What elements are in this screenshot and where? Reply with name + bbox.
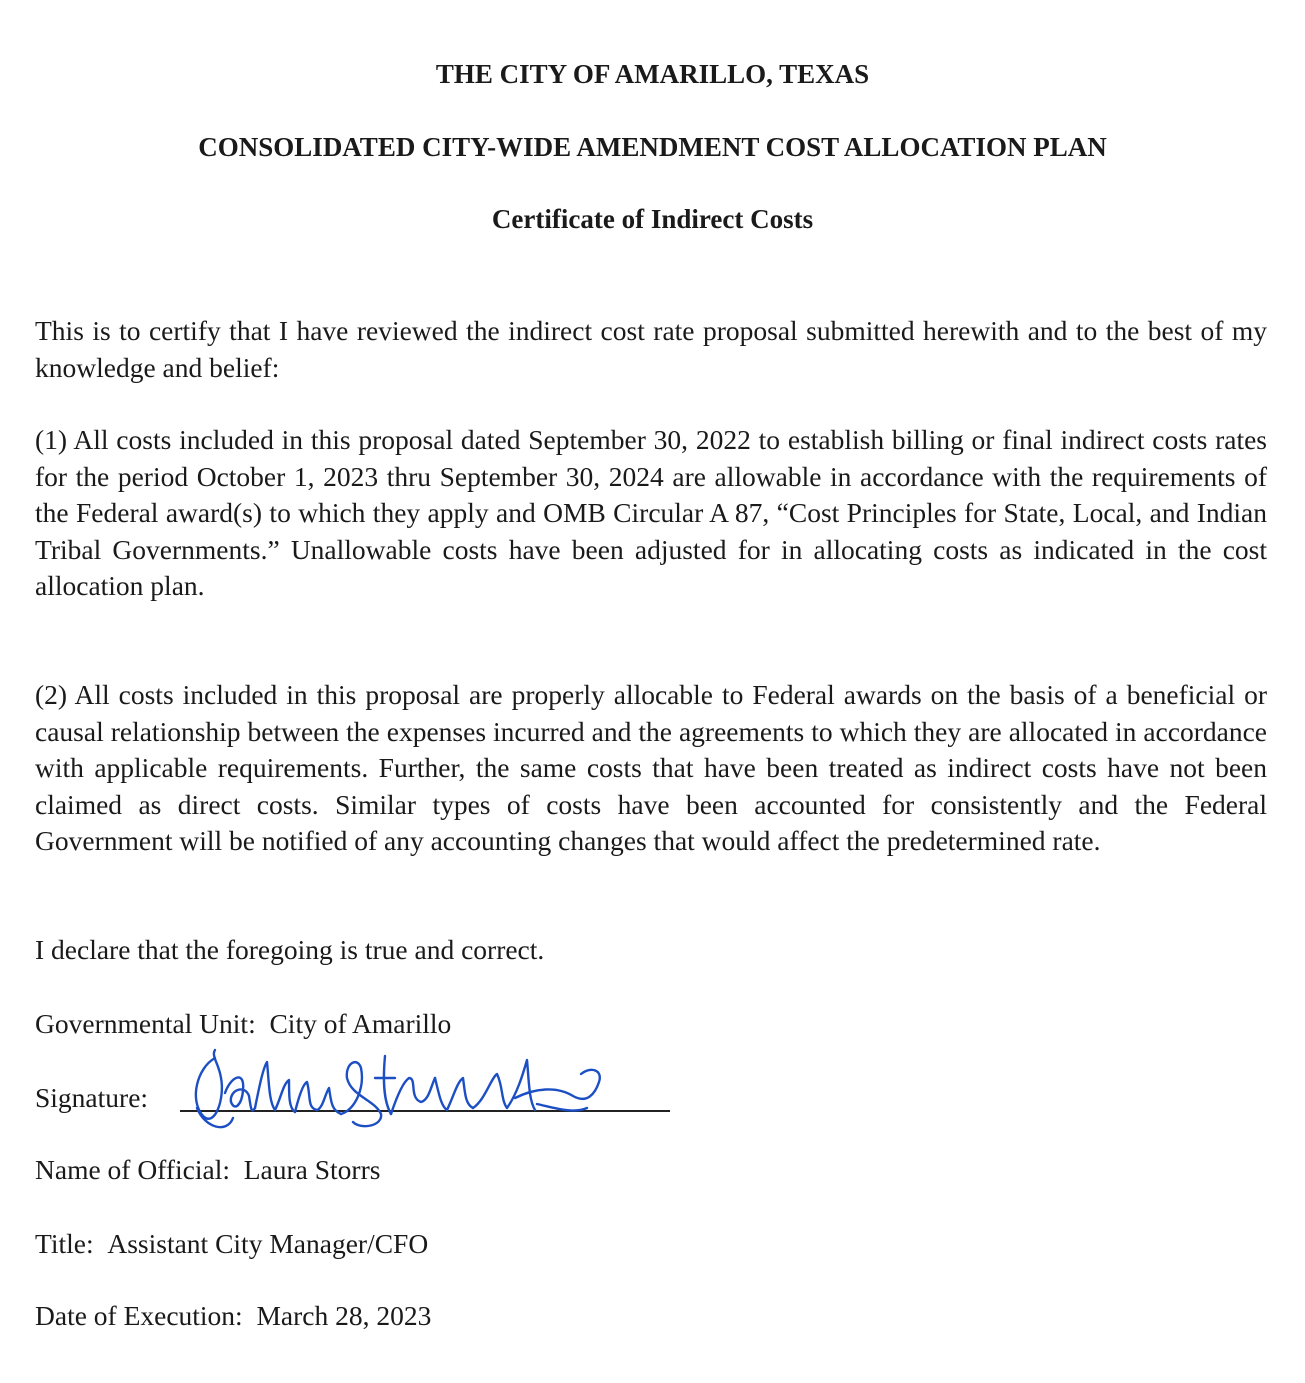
official-name-label: Name of Official: [35, 1154, 230, 1185]
official-title-label: Title: [35, 1228, 94, 1259]
governmental-unit-label: Governmental Unit: [35, 1008, 256, 1039]
declaration-statement: I declare that the foregoing is true and correct. [35, 934, 545, 965]
governmental-unit-field [35, 1007, 451, 1041]
city-heading: THE CITY OF AMARILLO, TEXAS [435, 59, 870, 89]
official-name-field [35, 1153, 380, 1187]
intro-paragraph: This is to certify that I have reviewed the indirect cost rate proposal submitted herewith and to the best of my knowledge and belief: [35, 315, 1267, 383]
execution-date-label: Date of Execution: [35, 1300, 243, 1331]
execution-date-field [35, 1299, 431, 1333]
handwritten-signature [185, 1038, 615, 1138]
certification-item-one: (1) All costs included in this proposal dated September 30, 2022 to establish billing or final indirect costs rates for the period October 1, 2023 thru September 30, 2024 are allowable in accordance with the requirements of the Federal award(s) to which they apply and OMB Circular A 87, “Cost Principles for State, Local, and Indian Tribal Governments.” Unallowable costs have been adjusted for in allocating costs as indicated in the cost allocation plan. [35, 424, 1267, 602]
official-title-value: Assistant City Manager/CFO [107, 1228, 429, 1259]
certificate-heading: Certificate of Indirect Costs [491, 204, 814, 234]
signature-label: Signature: [35, 1082, 149, 1113]
plan-heading: CONSOLIDATED CITY-WIDE AMENDMENT COST ALLOCATION PLAN [198, 132, 1107, 162]
governmental-unit-value: City of Amarillo [269, 1008, 452, 1039]
official-name-value: Laura Storrs [243, 1154, 381, 1185]
execution-date-value: March 28, 2023 [256, 1300, 432, 1331]
official-title-field [35, 1227, 428, 1261]
certification-item-two: (2) All costs included in this proposal are properly allocable to Federal awards on the basis of a beneficial or causal relationship between the expenses incurred and the agreements to which they are allocated in accordance with applicable requirements. Further, the same costs that have been treated as indirect costs have not been claimed as direct costs. Similar types of costs have been accounted for consistently and the Federal Government will be notified of any accounting changes that would affect the predetermined rate. [35, 679, 1267, 857]
signature-field [35, 1081, 148, 1115]
